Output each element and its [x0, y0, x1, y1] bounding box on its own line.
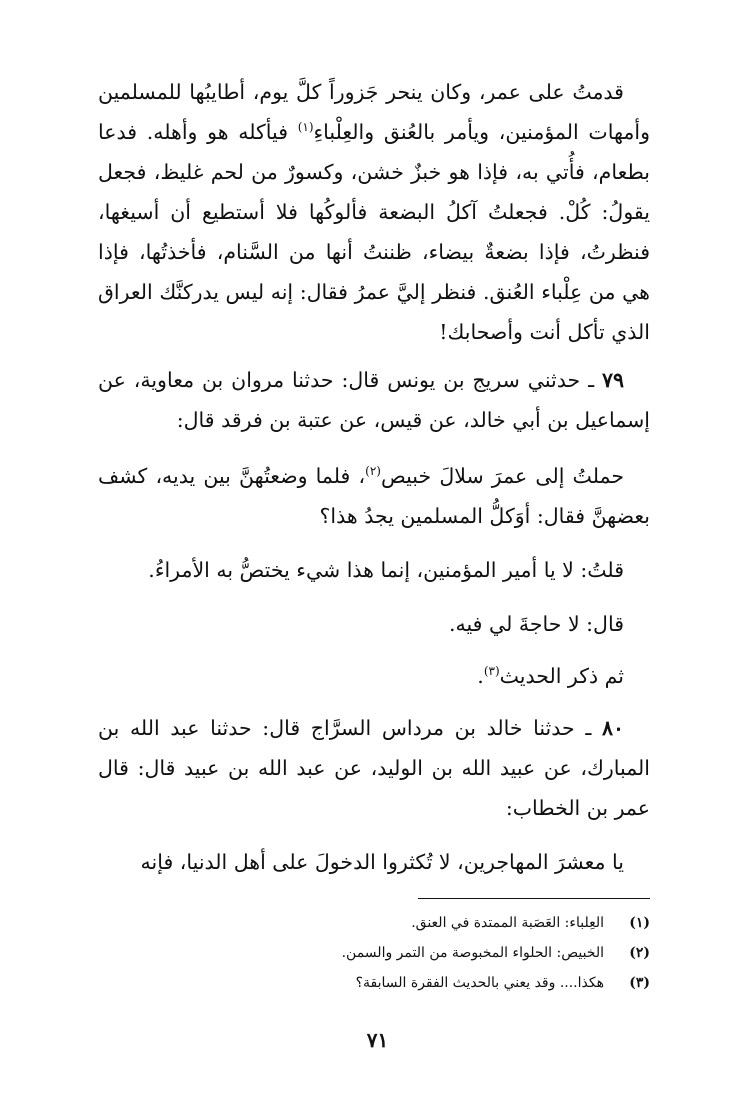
paragraph-6-block — [98, 842, 650, 882]
paragraph-1 — [98, 72, 650, 352]
paragraph-3: قلتُ: لا يا أمير المؤمنين، إنما هذا شيء يختصُّ به الأمراءُ. — [148, 558, 624, 582]
narration-80 — [98, 708, 650, 828]
paragraph-3-block — [98, 550, 650, 590]
footnote-divider — [418, 898, 650, 899]
footnote-number: (٣) — [629, 975, 650, 991]
paragraph-5 — [98, 656, 650, 696]
paragraph-2 — [98, 456, 650, 536]
paragraph-5-end: . — [477, 664, 484, 688]
footnote-2 — [98, 938, 650, 968]
narration-number-79: ٧٩ — [601, 368, 624, 392]
footnote-ref-3: (٣) — [483, 664, 500, 679]
footnotes — [98, 908, 650, 998]
paragraph-1-text: قدمتُ على عمر، وكان ينحر جَزوراً كلَّ يوم، أطايبُها للمسلمين وأمهات المؤمنين، ويأمر بالعُنق والعِلْباءِ — [98, 80, 650, 144]
main-text-top — [98, 72, 650, 352]
page-number: ٧١ — [366, 1028, 389, 1052]
footnote-text: العِلباء: العَصَبة الممتدة في العنق. — [411, 915, 604, 931]
paragraph-6: يا معشرَ المهاجرين، لا تُكثروا الدخولَ على أهل الدنيا، فإنه — [140, 850, 624, 874]
footnote-1 — [98, 908, 650, 938]
narration-79-body — [98, 456, 650, 536]
paragraph-1-cont: فيأكله هو وأهله. فدعا بطعام، فأُتي به، فإذا هو خبزٌ خشن، وكسورٌ من لحم غليظ، فجعل يقولُ: كُلْ. فجعلتُ آكلُ البضعة فألوكُها فلا أستطيع أن أسيغها، فنظرتُ، فإذا بضعةٌ بيضاء، ظننتُ أنها من السَّنام، فأخذتُها، فإذا هي من عِلْباء العُنق. فنظر إليَّ عمرُ فقال: إنه ليس يدركنَّك العراق الذي تأكل أنت وأصحابك! — [98, 120, 650, 344]
narration-79-heading — [98, 360, 650, 440]
footnote-text: الخبيص: الحلواء المخبوصة من التمر والسمن. — [341, 945, 604, 961]
footnote-ref-1: (١) — [297, 120, 314, 135]
narration-80-chain: ـ حدثنا خالد بن مرداس السرَّاج قال: حدثنا عبد الله بن المبارك، عن عبيد الله بن الوليد، عن عبد الله بن عبيد قال: قال عمر بن الخطاب: — [98, 716, 650, 820]
footnote-ref-2: (٢) — [365, 464, 381, 479]
narration-79 — [98, 360, 650, 440]
footnote-number: (٢) — [629, 945, 650, 961]
narration-80-heading — [98, 708, 650, 828]
paragraph-5-block — [98, 656, 650, 696]
narration-number-80: ٨٠ — [601, 716, 624, 740]
paragraph-2-cont: ، فلما وضعتُهنَّ بين يديه، كشف بعضهنَّ فقال: أوَكلُّ المسلمين يجدُ هذا؟ — [98, 464, 650, 528]
narration-79-chain: ـ حدثني سريج بن يونس قال: حدثنا مروان بن معاوية، عن إسماعيل بن أبي خالد، عن قيس، عن عتبة بن فرقد قال: — [98, 368, 650, 432]
paragraph-5-text: ثم ذكر الحديث — [499, 664, 624, 688]
paragraph-2-text: حملتُ إلى عمرَ سلالَ خبيص — [380, 464, 624, 488]
paragraph-4: قال: لا حاجةَ لي فيه. — [448, 612, 624, 636]
footnote-3 — [98, 968, 650, 998]
paragraph-4-block — [98, 604, 650, 644]
footnote-text: هكذا.... وقد يعني بالحديث الفقرة السابقة؟ — [355, 975, 604, 991]
footnote-number: (١) — [629, 915, 650, 931]
